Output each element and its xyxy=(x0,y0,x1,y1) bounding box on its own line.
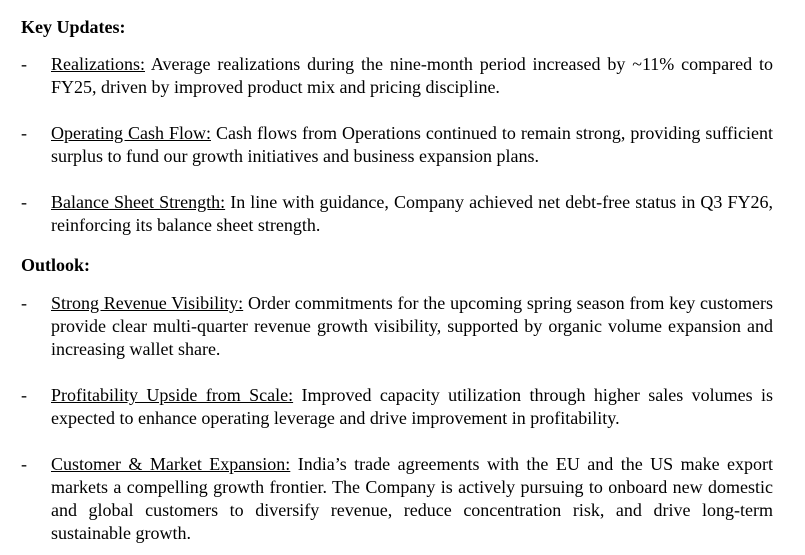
item-label: Realizations: xyxy=(51,54,145,74)
document-page xyxy=(21,16,773,545)
bullet-dash: - xyxy=(21,54,27,74)
key-update-item-balance-sheet xyxy=(21,191,773,237)
outlook-heading: Outlook: xyxy=(21,255,91,275)
item-label: Profitability Upside from Scale: xyxy=(51,385,294,405)
bullet-dash: - xyxy=(21,192,27,212)
item-label: Operating Cash Flow: xyxy=(51,123,211,143)
bullet-dash: - xyxy=(21,293,27,313)
key-updates-list xyxy=(21,53,773,237)
item-label: Balance Sheet Strength: xyxy=(51,192,226,212)
bullet-dash: - xyxy=(21,385,27,405)
item-text: Cash flows from Operations continued to remain strong, providing sufficient surplus to fund our growth initiatives and business expansion plans. xyxy=(51,123,773,166)
item-text: Average realizations during the nine-month period increased by ~11% compared to FY25, driven by improved product mix and pricing discipline. xyxy=(51,54,773,97)
key-update-item-operating-cash-flow xyxy=(21,122,773,168)
key-updates-heading: Key Updates: xyxy=(21,17,126,37)
outlook-item-market-expansion xyxy=(21,453,773,545)
key-update-item-realizations xyxy=(21,53,773,99)
outlook-list xyxy=(21,292,773,545)
item-text: Improved capacity utilization through higher sales volumes is expected to enhance operating leverage and drive improvement in profitability. xyxy=(51,385,773,428)
item-label: Strong Revenue Visibility: xyxy=(51,293,244,313)
item-text: Order commitments for the upcoming spring season from key customers provide clear multi-quarter revenue growth visibility, supported by organic volume expansion and increasing wallet share. xyxy=(51,293,773,359)
item-text: India’s trade agreements with the EU and the US make export markets a compelling growth frontier. The Company is actively pursuing to onboard new domestic and global customers to diversify revenue, reduce concentration risk, and drive long-term sustainable growth. xyxy=(51,454,773,543)
outlook-item-profitability xyxy=(21,384,773,430)
item-text: In line with guidance, Company achieved net debt-free status in Q3 FY26, reinforcing its balance sheet strength. xyxy=(51,192,773,235)
outlook-item-revenue-visibility xyxy=(21,292,773,361)
bullet-dash: - xyxy=(21,454,27,474)
bullet-dash: - xyxy=(21,123,27,143)
item-label: Customer & Market Expansion: xyxy=(51,454,291,474)
